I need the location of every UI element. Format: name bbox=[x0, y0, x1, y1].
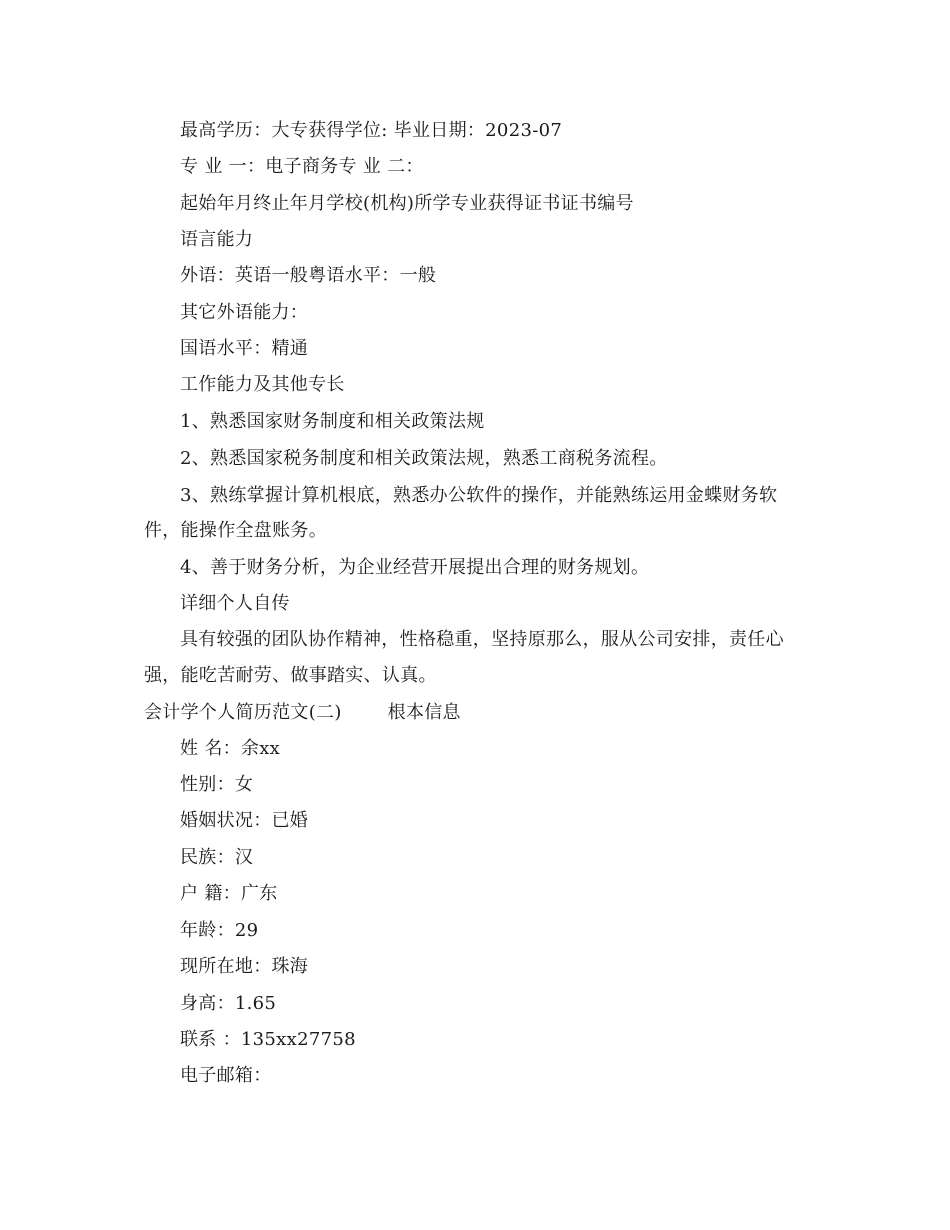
resume-title: 会计学个人简历范文(二) bbox=[144, 702, 342, 723]
location-field: 现所在地：珠海 bbox=[180, 956, 309, 977]
contact-field: 联系 ：135xx27758 bbox=[180, 1029, 356, 1050]
education-line: 最高学历：大专获得学位: 毕业日期：2023-07 bbox=[180, 120, 563, 141]
autobiography-text: 具有较强的团队协作精神，性格稳重，坚持原那么，服从公司安排，责任心 bbox=[180, 629, 784, 650]
section-heading-skills: 工作能力及其他专长 bbox=[180, 374, 345, 395]
marital-status-field: 婚姻状况：已婚 bbox=[180, 810, 309, 831]
skill-item: 1、熟悉国家财务制度和相关政策法规 bbox=[180, 411, 485, 432]
skill-item: 2、熟悉国家税务制度和相关政策法规，熟悉工商税务流程。 bbox=[180, 448, 668, 469]
hukou-field: 户 籍：广东 bbox=[180, 883, 278, 904]
ethnicity-field: 民族：汉 bbox=[180, 847, 254, 868]
skill-item-continuation: 件，能操作全盘账务。 bbox=[144, 520, 327, 541]
other-language-line: 其它外语能力： bbox=[180, 302, 309, 323]
section-heading-autobiography: 详细个人自传 bbox=[180, 593, 290, 614]
resume-title-line bbox=[144, 701, 461, 725]
gender-field: 性别：女 bbox=[180, 774, 254, 795]
age-field: 年龄：29 bbox=[180, 920, 259, 941]
section-heading-language: 语言能力 bbox=[180, 229, 254, 250]
email-field: 电子邮箱： bbox=[180, 1065, 272, 1086]
education-table-header: 起始年月终止年月学校(机构)所学专业获得证书证书编号 bbox=[180, 193, 634, 214]
section-heading-basic-info: 根本信息 bbox=[387, 702, 461, 723]
skill-item: 3、熟练掌握计算机根底，熟悉办公软件的操作，并能熟练运用金蝶财务软 bbox=[180, 485, 778, 506]
skill-item: 4、善于财务分析，为企业经营开展提出合理的财务规划。 bbox=[180, 557, 650, 578]
name-field: 姓 名：余xx bbox=[180, 738, 281, 759]
major-line: 专 业 一：电子商务专 业 二： bbox=[180, 156, 424, 177]
height-field: 身高：1.65 bbox=[180, 993, 277, 1014]
autobiography-text-continuation: 强，能吃苦耐劳、做事踏实、认真。 bbox=[144, 665, 437, 686]
mandarin-line: 国语水平：精通 bbox=[180, 338, 309, 359]
foreign-language-line: 外语：英语一般粤语水平：一般 bbox=[180, 265, 437, 286]
